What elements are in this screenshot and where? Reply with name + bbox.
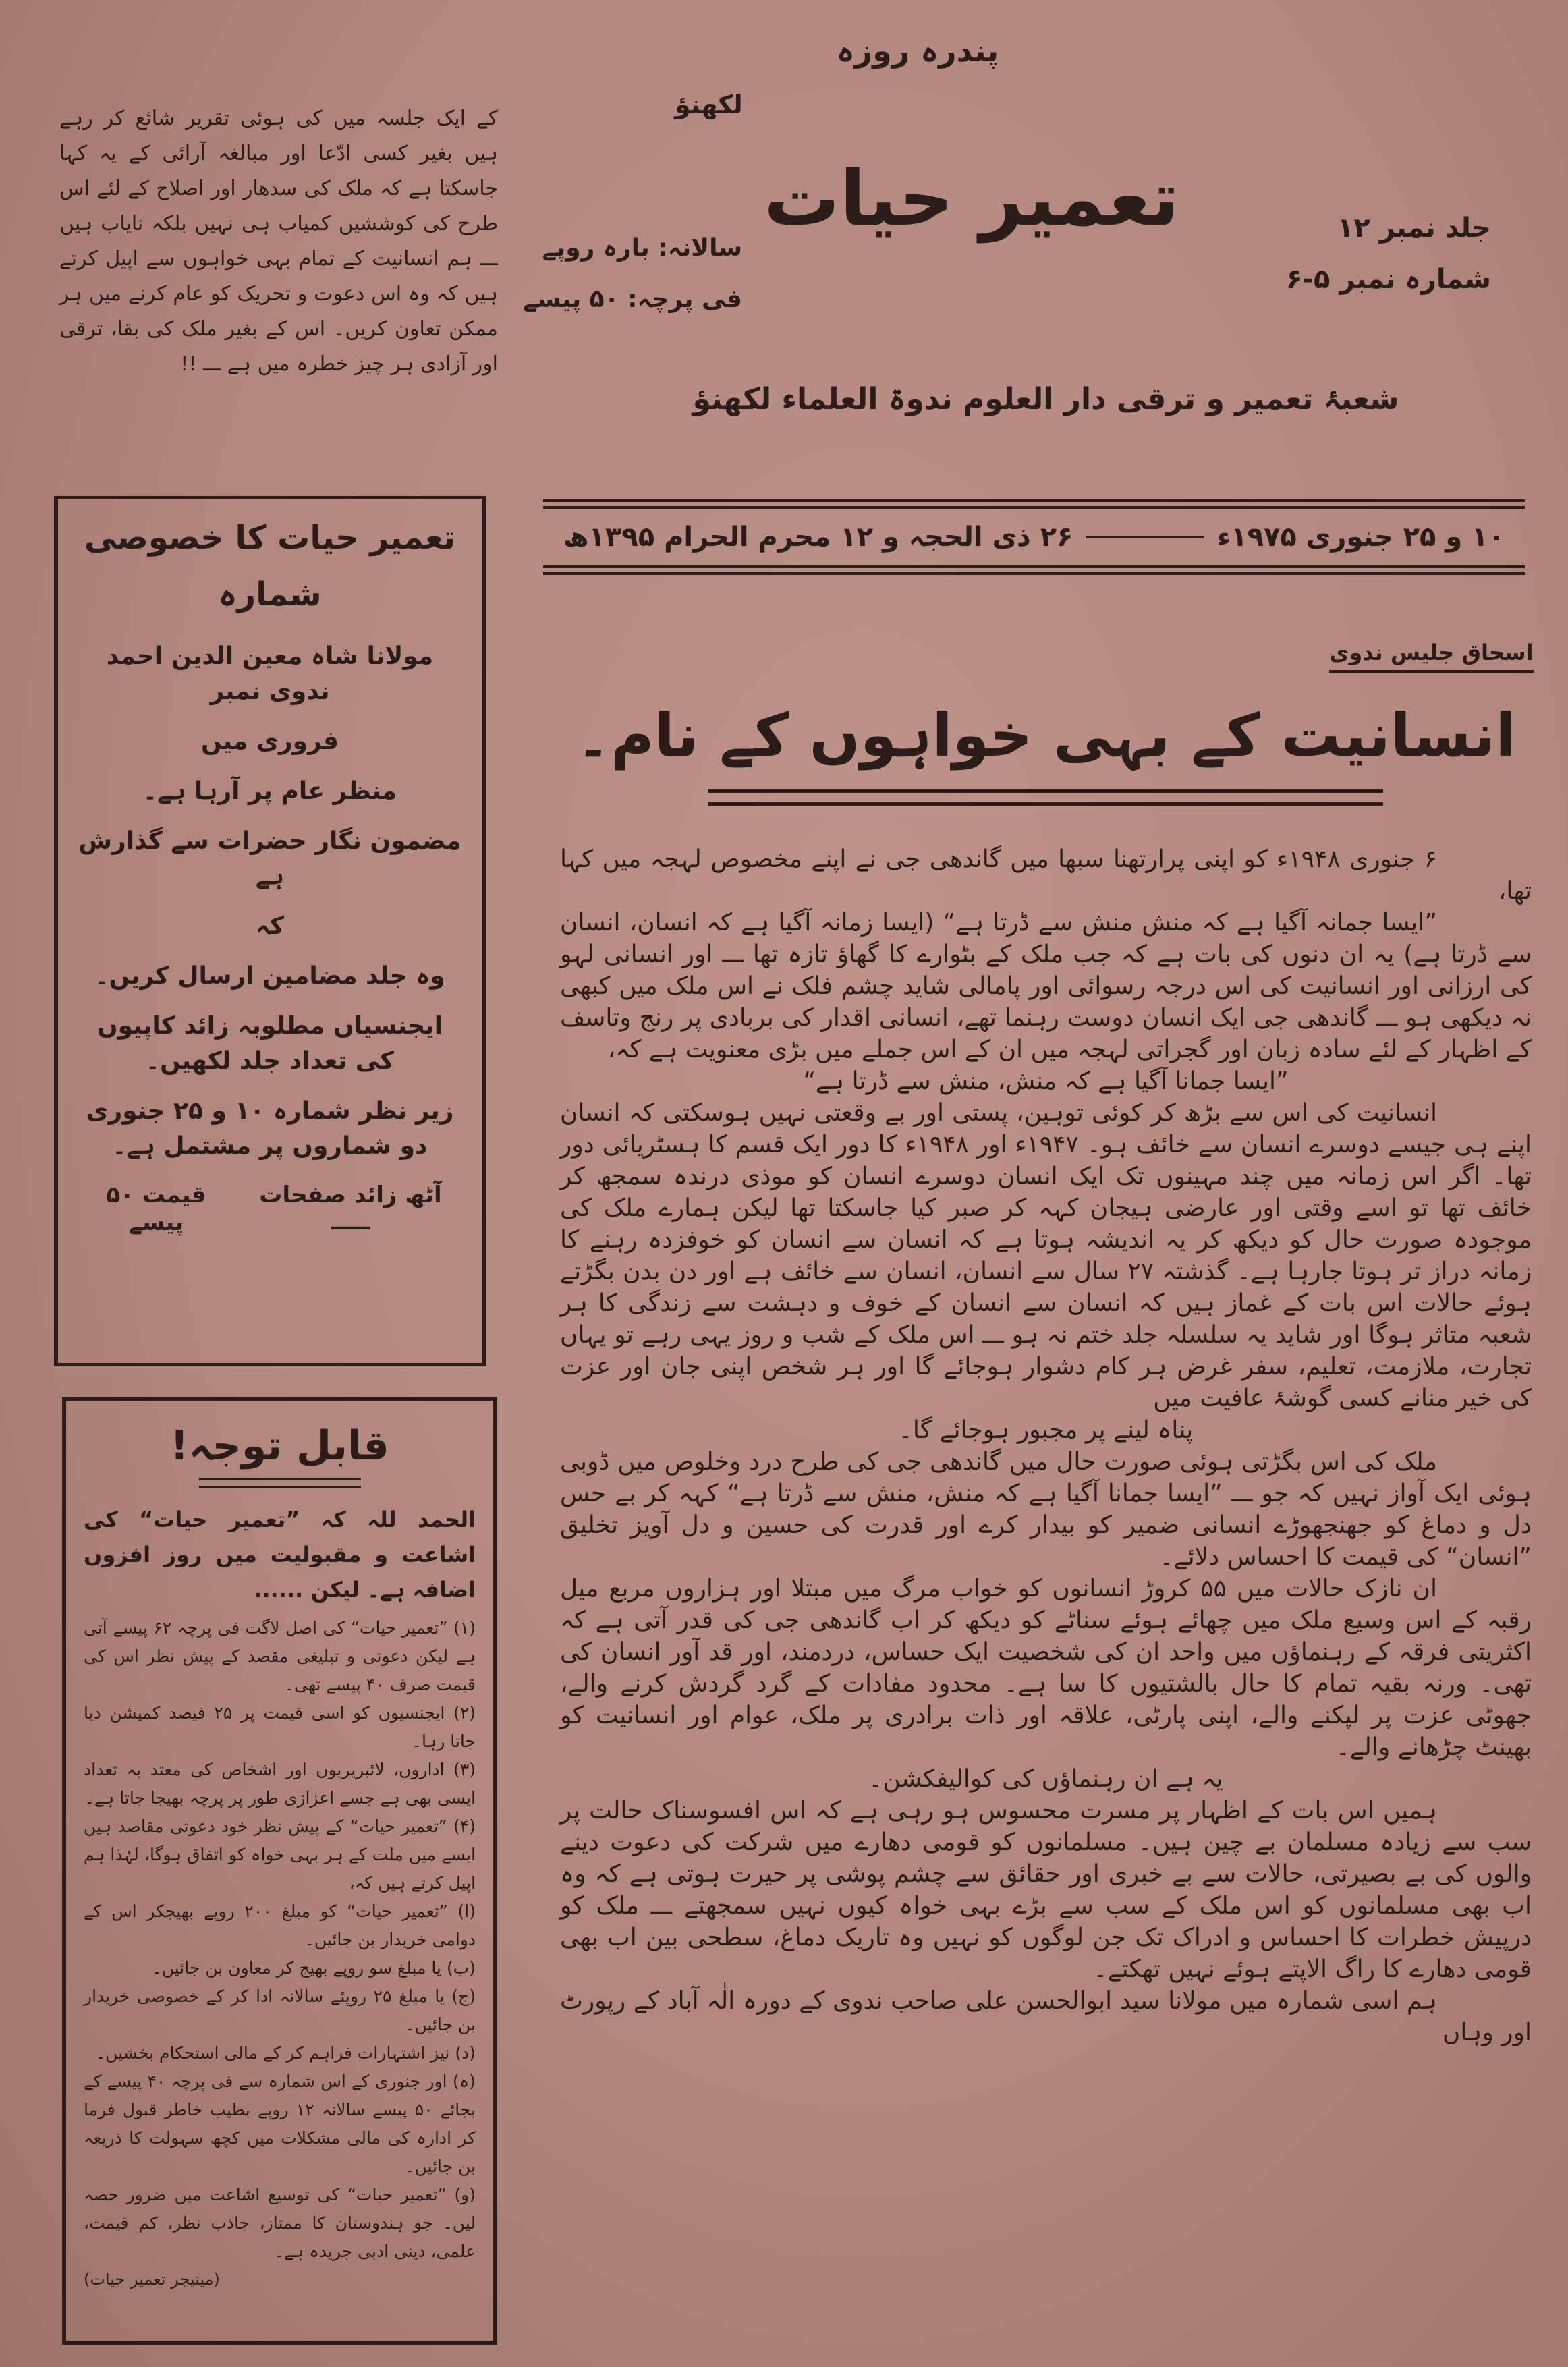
date-hijri: ۲۶ ذی الحجہ و ۱۲ محرم الحرام ۱۳۹۵ھ bbox=[563, 522, 1073, 553]
special-issue-box bbox=[54, 496, 486, 1366]
article-paragraph: ہم اسی شمارہ میں مولانا سید ابوالحسن علی صاحب ندوی کے دورہ الٰہ آباد کے رپورٹ اور وہاں bbox=[560, 1987, 1532, 2046]
notice-item: (ہ) اور جنوری کے اس شمارہ سے فی پرچہ ۴۰ پیسے کے بجائے ۵۰ پیسے سالانہ ۱۲ روپے بطیب خاطر قبول فرما کر ادارہ کی مالی مشکلات میں کچھ سہولت کا ذریعہ بن جائیں۔ bbox=[84, 2071, 476, 2176]
article-paragraph: ہمیں اس بات کے اظہار پر مسرت محسوس ہو رہی ہے کہ اس افسوسناک حالت پر سب سے زیادہ مسلمان بے چین ہیں۔ مسلمانوں کو قومی دھارے میں شرکت کی دعوت دینے والوں کی بے بصیرتی، حالات سے بے خبری اور حقائق سے چشم پوشی پر حیرت ہوتی ہے کہ وہ اب بھی مسلمانوں کو اس ملک کے سب سے بڑے بہی خواہ کیوں نہیں سمجھتے ـــ ملک کو درپیش خطرات کا احساس و ادراک تک جن لوگوں کو نہیں وہ تاریک دماغ، سطحی بین اب بھی قومی دھارے کا راگ الاپتے ہوئے نہیں تھکتے۔ bbox=[560, 1797, 1532, 1983]
subscription-prices bbox=[503, 223, 742, 325]
issue-price: فی پرچہ: ۵۰ پیسے bbox=[523, 285, 742, 313]
annual-price: سالانہ: بارہ روپے bbox=[542, 234, 742, 262]
double-rule bbox=[543, 565, 1525, 575]
notice-item: (و) ”تعمیر حیات“ کی توسیع اشاعت میں ضرور حصہ لیں۔ جو ہندوستان کا ممتاز، جاذب نظر، کم قیمت، علمی، دینی ادبی جریدہ ہے۔ bbox=[84, 2185, 476, 2261]
publisher-line: شعبۂ تعمیر و ترقی دار العلوم ندوۃ العلماء لکھنؤ bbox=[692, 382, 1399, 416]
article-paragraph: ۶ جنوری ۱۹۴۸ء کو اپنی پرارتھنا سبھا میں گاندھی جی نے اپنے مخصوص لہجہ میں کہا تھا، bbox=[560, 845, 1532, 905]
city-name: لکھنؤ bbox=[675, 90, 743, 119]
box-line: زیر نظر شمارہ ۱۰ و ۲۵ جنوری دو شماروں پر مشتمل ہے۔ bbox=[86, 1097, 454, 1160]
article-paragraph-end: پناہ لینے پر مجبور ہوجائے گا۔ bbox=[898, 1416, 1194, 1444]
article-body bbox=[560, 843, 1532, 2049]
headline-double-rule bbox=[708, 789, 1383, 806]
notice-item: (۲) ایجنسیوں کو اسی قیمت پر ۲۵ فیصد کمیشن دیا جاتا رہا۔ bbox=[84, 1703, 476, 1751]
article-quote: ”ایسا جمانا آگیا ہے کہ منش، منش سے ڈرتا ہے“ bbox=[803, 1067, 1289, 1095]
notice-item: (ب) یا مبلغ سو روپے بھیج کر معاون بن جائیں۔ bbox=[152, 1958, 476, 1978]
special-issue-price: قیمت ۵۰ پیسے bbox=[106, 1181, 206, 1236]
notice-title: قابل توجہ! bbox=[170, 1422, 389, 1470]
title-underline bbox=[199, 1478, 361, 1488]
article-paragraph: ملک کی اس بگڑتی ہوئی صورت حال میں گاندھی جی کی طرح درد وخلوص میں ڈوبی ہوئی ایک آواز نہیں کہ جو ـــ ”ایسا جمانا آگیا ہے کہ منش، منش سے ڈرتا ہے“ کہہ کر بے حس دل و دماغ کو جھنجھوڑے انسانی ضمیر کو بیدار کرے اور قدرت کی حسین و دل آویز تخلیق ”انسان“ کی قیمت کا احساس دلائے۔ bbox=[560, 1448, 1532, 1571]
notice-item: (۳) اداروں، لائبریریوں اور اشخاص کی معتد بہ تعداد ایسی بھی ہے جسے اعزازی طور پر پرچہ بھیجا جاتا ہے۔ bbox=[84, 1760, 476, 1808]
notice-box bbox=[62, 1397, 497, 2345]
article-paragraph-end: یہ ہے ان رہنماؤں کی کوالیفکشن۔ bbox=[868, 1765, 1223, 1793]
notice-item: (۴) ”تعمیر حیات“ کے پیش نظر خود دعوتی مقاصد ہیں ایسے میں ملت کے ہر بہی خواہ کو اتفاق ہوگا، لہٰذا ہم اپیل کرتے ہیں کہ، bbox=[84, 1816, 476, 1893]
double-rule bbox=[543, 499, 1525, 509]
box-line: مولانا شاہ معین الدین احمد ندوی نمبر bbox=[106, 642, 434, 705]
box-line: مضمون نگار حضرات سے گذارش ہے bbox=[78, 827, 461, 890]
box-line: وہ جلد مضامین ارسال کریں۔ bbox=[94, 962, 445, 990]
notice-item: (ج) یا مبلغ ۲۵ روپئے سالانہ ادا کر کے خصوصی خریدار بن جائیں۔ bbox=[84, 1986, 476, 2034]
special-issue-title: تعمیر حیات کا خصوصی شمارہ bbox=[84, 519, 456, 613]
article-paragraph: ”ایسا جمانہ آگیا ہے کہ منش منش سے ڈرتا ہے“ (ایسا زمانہ آگیا ہے کہ انسان، انسان سے ڈرتا ہے) یہ ان دنوں کی بات ہے کہ جب ملک کے بٹوارے کا گھاؤ تازہ تھا ـــ اور انسانی لہو کی ارزانی اور انسانیت کی اس درجہ رسوائی اور پامالی شاید چشم فلک نے اس ملک میں کبھی نہ دیکھی ہو ـــ گاندھی جی ایک انسان دوست رہنما تھے، انسانی اقدار کی بربادی پر رنج وتاسف کے اظہار کے لئے سادہ زبان اور گجراتی لہجہ میں ان کے اس جملے میں بڑی معنویت ہے کہ، bbox=[560, 909, 1532, 1063]
notice-signature: (مینیجر تعمیر حیات) bbox=[84, 2270, 220, 2289]
publication-frequency: پندرہ روزہ bbox=[836, 32, 999, 69]
box-line: کہ bbox=[255, 912, 285, 940]
article-paragraph: ان نازک حالات میں ۵۵ کروڑ انسانوں کو خواب مرگ میں مبتلا اور ہزاروں مربع میل رقبہ کے اس وسیع ملک میں چھائے ہوئے سناٹے کو دیکھ کر اب گاندھی جی کی قدر آتی ہے کہ اکثریتی فرقہ کے رہنماؤں میں واحد ان کی شخصیت ایک حساس، دردمند، اور قد آور انسان کی تھی۔ ورنہ بقیہ تمام کا حال بالشتیوں کا سا ہے۔ محدود مفادات کے گرد گردش کرنے والے، جھوٹی عزت پر لپکنے والے، اپنی پارٹی، علاقہ اور ذات برادری پر ملک، عوام اور انسانیت کو بھینٹ چڑھانے والے۔ bbox=[560, 1575, 1532, 1761]
notice-item: (ا) ”تعمیر حیات“ کو مبلغ ۲۰۰ روپے بھیجکر اس کے دوامی خریدار بن جائیں۔ bbox=[84, 1901, 476, 1949]
box-line: ایجنسیاں مطلوبہ زائد کاپیوں کی تعداد جلد لکھیں۔ bbox=[96, 1012, 443, 1075]
volume-issue-info bbox=[1235, 202, 1491, 305]
left-intro-text: کے ایک جلسہ میں کی ہوئی تقریر شائع کر رہے ہیں بغیر کسی ادّعا اور مبالغہ آرائی کے یہ کہا جاسکتا ہے کہ ملک کی سدھار اور اصلاح کے لئے اس طرح کی کوششیں کمیاب ہی نہیں بلکہ نایاب ہیں ـــ ہم انسانیت کے تمام بہی خواہوں سے اپیل کرتے ہیں کہ وہ اس دعوت و تحریک کو عام کرنے میں ہر ممکن تعاون کریں۔ اس کے بغیر ملک کی بقا، ترقی اور آزادی ہر چیز خطرہ میں ہے ـــ !! bbox=[59, 107, 498, 376]
article-headline: انسانیت کے بہی خواہوں کے نام۔ bbox=[576, 700, 1516, 770]
notice-item: (د) نیز اشتہارات فراہم کر کے مالی استحکام بخشیں۔ bbox=[95, 2043, 476, 2063]
newspaper-title: تعمیر حیات bbox=[764, 155, 1179, 243]
box-line: منظر عام پر آرہا ہے۔ bbox=[143, 777, 397, 805]
date-gregorian: ۱۰ و ۲۵ جنوری ۱۹۷۵ء bbox=[1216, 522, 1505, 553]
notice-intro: الحمد للہ کہ ”تعمیر حیات“ کی اشاعت و مقبولیت میں روز افزوں اضافہ ہے۔ لیکن ...... bbox=[84, 1507, 476, 1603]
dash-divider bbox=[1086, 536, 1203, 538]
box-line: فروری میں bbox=[201, 727, 339, 755]
article-paragraph: انسانیت کی اس سے بڑھ کر کوئی توہین، پستی اور بے وقعتی نہیں ہوسکتی کہ انسان اپنے ہی جیسے دوسرے انسان سے خائف ہو۔ ۱۹۴۷ء اور ۱۹۴۸ء کا دور ایک قسم کا ہسٹریائی دور تھا۔ اگر اس زمانہ میں چند مہینوں تک ایک انسان دوسرے انسان کو موذی درندہ سمجھ کر خائف تھا تو اسے وقتی اور عارضی ہیجان کہہ کر صبر کیا جاسکتا تھا لیکن ہمارے ملک کی موجودہ صورت حال کو دیکھ کر یہ اندیشہ ہوتا ہے کہ انسان سے انسان کو خوفزدہ رہنے کا زمانہ دراز تر ہوتا جارہا ہے۔ گذشتہ ۲۷ سال سے انسان، انسان سے خائف ہے اور دن بدن بگڑتے ہوئے حالات اس بات کے غماز ہیں کہ انسان سے انسان کے خوف و دہشت سے زندگی کا ہر شعبہ متاثر ہوگا اور شاید یہ سلسلہ جلد ختم نہ ہو ـــ اس ملک کے شب و روز یہی رہے تو یہاں تجارت، ملازمت، تعلیم، سفر غرض ہر کام دشوار ہوجائے گا اور ہر شخص اپنی جان اور عزت کی خیر منانے کسی گوشۂ عافیت میں bbox=[560, 1099, 1532, 1412]
date-band bbox=[543, 499, 1525, 580]
article-byline: اسحاق جلیس ندوی bbox=[1329, 638, 1534, 673]
volume-number: جلد نمبر ۱۲ bbox=[1337, 213, 1491, 244]
issue-number: شمارہ نمبر ۵-۶ bbox=[1286, 264, 1491, 295]
extra-pages: آٹھ زائد صفحات ـــــ bbox=[259, 1181, 442, 1235]
notice-item: (۱) ”تعمیر حیات“ کی اصل لاگت فی پرچہ ۶۲ پیسے آتی ہے لیکن دعوتی و تبلیغی مقصد کے پیش نظر اس کی قیمت صرف ۴۰ پیسے تھی۔ bbox=[84, 1618, 476, 1694]
